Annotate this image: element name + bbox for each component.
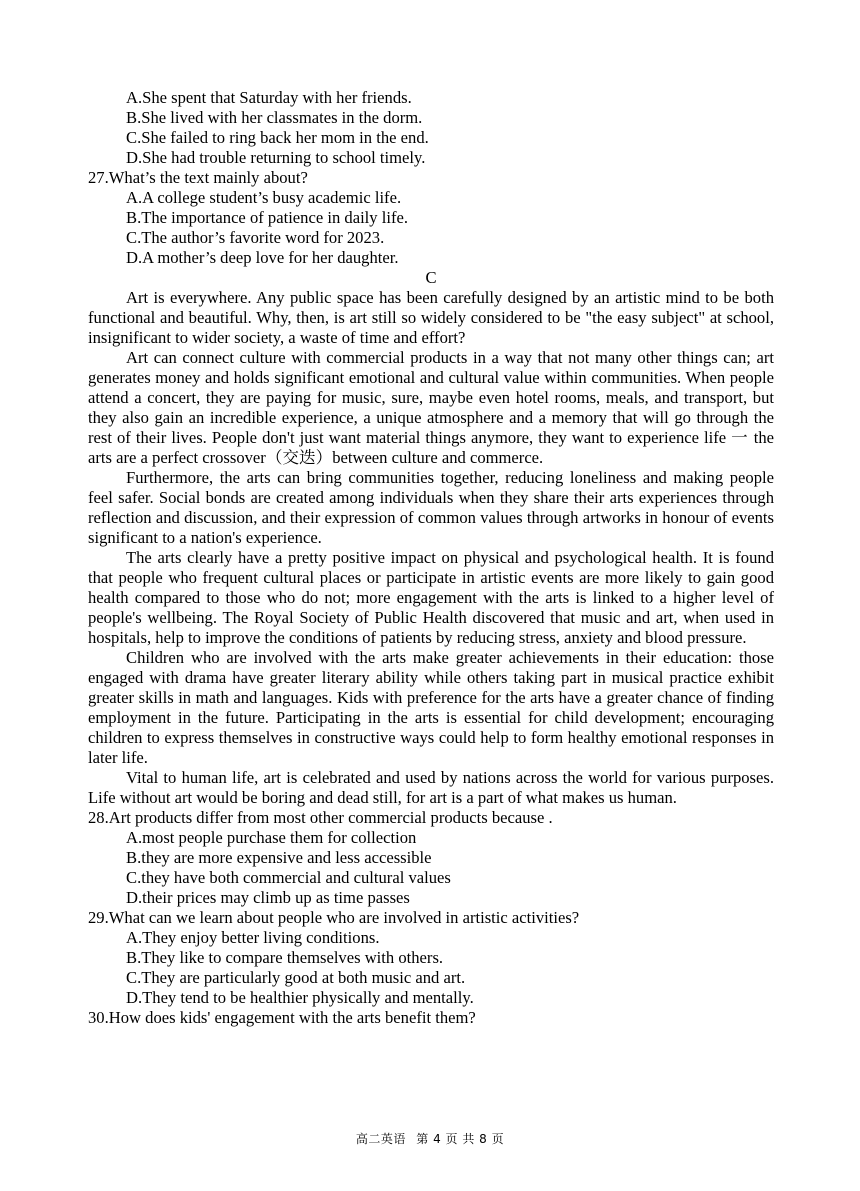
passage-c	[88, 268, 774, 808]
option-a: A.most people purchase them for collection	[126, 828, 417, 847]
option-c: C.they have both commercial and cultural values	[126, 868, 451, 887]
option-c: C.The author’s favorite word for 2023.	[126, 228, 385, 247]
page-footer	[0, 1130, 860, 1147]
question-stem: 30.How does kids' engagement with the arts benefit them?	[88, 1008, 476, 1027]
footer-page-number: 第 4 页 共 8 页	[416, 1132, 505, 1146]
question-26-options	[88, 88, 774, 168]
passage-paragraph: Children who are involved with the arts make greater achievements in their education: those engaged with drama have greater literary ability while others taking part in musical practice exhibit greater skills in math and languages. Kids with preference for the arts have a greater chance of finding employment in the future. Participating in the arts is essential for child development; encouraging children to express themselves in constructive ways could help to form healthy emotional responses in later life.	[88, 648, 774, 767]
option-d: D.A mother’s deep love for her daughter.	[126, 248, 399, 267]
exam-page	[88, 88, 774, 1028]
option-a: A.A college student’s busy academic life.	[126, 188, 402, 207]
question-stem: 27.What’s the text mainly about?	[88, 168, 308, 187]
passage-paragraph: Art is everywhere. Any public space has been carefully designed by an artistic mind to be both functional and beautiful. Why, then, is art still so widely considered to be "the easy subject" at school, insignificant to wider society, a waste of time and effort?	[88, 288, 774, 347]
footer-subject: 高二英语	[355, 1132, 406, 1146]
question-30	[88, 1008, 774, 1028]
question-28	[88, 808, 774, 908]
question-stem: 29.What can we learn about people who are involved in artistic activities?	[88, 908, 580, 927]
option-c: C.They are particularly good at both music and art.	[126, 968, 466, 987]
option-d: D.their prices may climb up as time passes	[126, 888, 410, 907]
option-d: D.She had trouble returning to school timely.	[126, 148, 426, 167]
option-b: B.The importance of patience in daily life.	[126, 208, 408, 227]
option-a: A.They enjoy better living conditions.	[126, 928, 380, 947]
question-27	[88, 168, 774, 268]
option-c: C.She failed to ring back her mom in the end.	[126, 128, 429, 147]
option-b: B.She lived with her classmates in the dorm.	[126, 108, 423, 127]
question-stem: 28.Art products differ from most other commercial products because .	[88, 808, 553, 827]
option-d: D.They tend to be healthier physically and mentally.	[126, 988, 474, 1007]
option-b: B.they are more expensive and less accessible	[126, 848, 432, 867]
passage-label: C	[425, 268, 437, 287]
passage-paragraph: Vital to human life, art is celebrated and used by nations across the world for various purposes. Life without art would be boring and dead still, for art is a part of what makes us human.	[88, 768, 774, 807]
question-29	[88, 908, 774, 1008]
option-b: B.They like to compare themselves with others.	[126, 948, 444, 967]
option-a: A.She spent that Saturday with her friends.	[126, 88, 412, 107]
passage-paragraph: Furthermore, the arts can bring communities together, reducing loneliness and making people feel safer. Social bonds are created among individuals when they share their arts experiences through reflection and discussion, and their expression of common values through artworks in honour of events significant to a nation's experience.	[88, 468, 774, 547]
passage-paragraph: Art can connect culture with commercial products in a way that not many other things can; art generates money and holds significant emotional and cultural value within communities. When people attend a concert, they are paying for music, sure, maybe even hotel rooms, meals, and transport, but they also gain an incredible experience, a unique atmosphere and a memory that will go through the rest of their lives. People don't just want material things anymore, they want to experience life 一 the arts are a perfect crossover（交迭）between culture and commerce.	[88, 348, 774, 467]
passage-paragraph: The arts clearly have a pretty positive impact on physical and psychological health. It is found that people who frequent cultural places or participate in artistic events are more likely to gain good health compared to those who do not; more engagement with the arts is linked to a higher level of people's wellbeing. The Royal Society of Public Health discovered that music and art, when used in hospitals, help to improve the conditions of patients by reducing stress, anxiety and blood pressure.	[88, 548, 774, 647]
